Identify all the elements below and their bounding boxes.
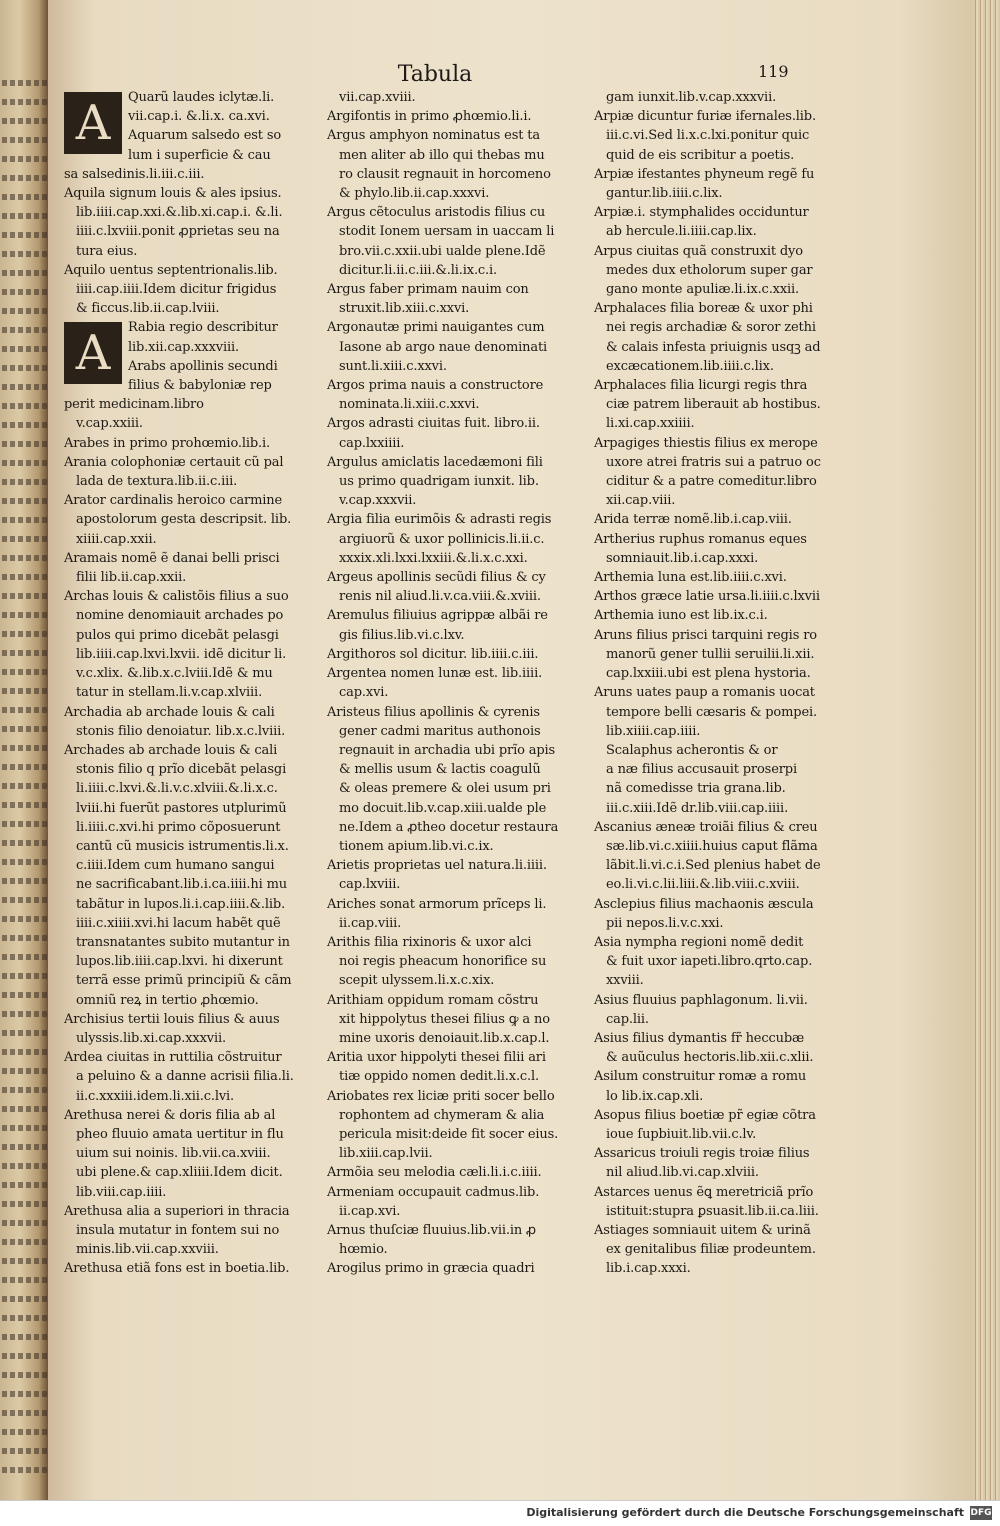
bleed-through-line <box>2 1467 48 1473</box>
index-line: filii lib.ii.cap.xxii. <box>76 570 187 586</box>
bleed-through-line <box>2 707 48 713</box>
index-line: ne.Idem a ꝓtheo docetur restaura <box>339 819 559 835</box>
index-line: gano monte apuliæ.li.ix.c.xxii. <box>606 282 800 298</box>
index-line: v.cap.xxiii. <box>76 416 143 432</box>
bleed-through-line <box>2 80 48 86</box>
index-line: Astiages somniauit uitem & urinã <box>594 1222 811 1238</box>
bleed-through-line <box>2 289 48 295</box>
index-line: Argeus apollinis secũdi filius & cy <box>327 570 546 586</box>
index-line: Assaricus troiuli regis troiæ filius <box>594 1146 810 1162</box>
index-line: uxore atrei fratris sui a patruo oc <box>606 454 821 470</box>
bleed-through-line <box>2 99 48 105</box>
bleed-through-line <box>2 821 48 827</box>
index-line: rophontem ad chymeram & alia <box>339 1107 545 1123</box>
bleed-through-line <box>2 308 48 314</box>
bleed-through-line <box>2 1182 48 1188</box>
index-line: Arator cardinalis heroico carmine <box>64 493 283 509</box>
index-line: gam iunxit.lib.v.cap.xxxvii. <box>606 90 777 105</box>
index-line: dicitur.li.ii.c.iii.&.li.ix.c.i. <box>339 262 498 278</box>
index-line: Arphalaces filia licurgi regis thra <box>594 378 808 394</box>
index-line: nã comedisse tria grana.lib. <box>606 781 786 797</box>
page-title: Tabula <box>397 62 473 87</box>
initial-block-2 <box>64 318 322 414</box>
bleed-through-line <box>2 441 48 447</box>
index-line: Arpiæ dicuntur furiæ ifernales.lib. <box>594 109 816 125</box>
index-line: Aruns uates paup a romanis uocat <box>594 685 815 701</box>
bleed-through-line <box>2 1068 48 1074</box>
index-line: Ariobates rex liciæ priti socer bello <box>327 1088 555 1104</box>
bleed-through-line <box>2 1011 48 1017</box>
bleed-through-line <box>2 726 48 732</box>
index-line: mo docuit.lib.v.cap.xiii.ualde ple <box>339 800 547 816</box>
index-line: filius & babyloniæ rep <box>128 378 272 394</box>
index-line: sæ.lib.vi.c.xiiii.huius caput flãma <box>606 838 818 854</box>
index-line: Argonautæ primi nauigantes cum <box>327 320 545 336</box>
index-line: Arania colophoniæ certauit cũ pal <box>64 454 284 470</box>
decorated-initial-a: A <box>64 322 122 384</box>
index-line: tiæ oppido nomen dedit.li.x.c.l. <box>339 1069 540 1085</box>
index-line: hœmio. <box>339 1242 388 1258</box>
index-line: Arpiæ.i. stymphalides occiduntur <box>594 205 809 221</box>
bleed-through-line <box>2 270 48 276</box>
index-line: Arethusa nerei & doris filia ab al <box>64 1107 276 1123</box>
bleed-through-line <box>2 1030 48 1036</box>
index-line: stonis filio denoiatur. lib.x.c.lviii. <box>76 723 286 739</box>
index-line: Armeniam occupauit cadmus.lib. <box>327 1184 540 1200</box>
index-line: Asopus filius boetiæ pr̃ egiæ cõtra <box>594 1107 816 1123</box>
index-line: Aritia uxor hippolyti thesei filii ari <box>327 1050 546 1066</box>
index-line: Arpagiges thiestis filius ex merope <box>594 435 818 451</box>
index-line: pericula misit:deide fit socer eius. <box>339 1126 559 1142</box>
index-line: lada de textura.lib.ii.c.iii. <box>76 474 238 490</box>
bleed-through-line <box>2 213 48 219</box>
index-line: & auũculus hectoris.lib.xii.c.xlii. <box>606 1050 814 1066</box>
index-line: bro.vii.c.xxii.ubi ualde plene.Idẽ <box>339 243 546 259</box>
index-line: vii.cap.i. &.li.x. ca.xvi. <box>128 109 270 125</box>
index-line: & fuit uxor iapeti.libro.qrto.cap. <box>606 954 813 970</box>
index-line: iiii.c.xiiii.xvi.hi lacum habẽt quẽ <box>76 915 281 931</box>
index-line: v.cap.xxxvii. <box>339 493 417 509</box>
index-line: lviii.hi fuerũt pastores utplurimũ <box>76 800 287 816</box>
index-line: scepit ulyssem.li.x.c.xix. <box>339 973 495 989</box>
index-line: Arpiæ ifestantes phyneum regẽ fu <box>594 166 815 182</box>
index-line: uium sui noinis. lib.vii.ca.xviii. <box>76 1146 271 1162</box>
index-line: minis.lib.vii.cap.xxviii. <box>76 1242 219 1258</box>
index-line: Rabia regio describitur <box>128 320 278 336</box>
facing-page-edge <box>0 0 48 1500</box>
index-line: tabãtur in lupos.li.i.cap.iiii.&.lib. <box>76 896 286 912</box>
index-line: Arthemia luna est.lib.iiii.c.xvi. <box>594 570 787 586</box>
bleed-through-line <box>2 1239 48 1245</box>
index-line: cantũ cũ musicis istrumentis.li.x. <box>76 838 289 854</box>
bleed-through-line <box>2 745 48 751</box>
index-line: excæcationem.lib.iiii.c.lix. <box>606 358 774 374</box>
index-line: xit hippolytus thesei filius ꝙ a no <box>339 1011 550 1027</box>
index-line: Arethusa alia a superiori in thracia <box>64 1203 290 1219</box>
bleed-through-line <box>2 251 48 257</box>
bleed-through-line <box>2 1258 48 1264</box>
bleed-through-line <box>2 498 48 504</box>
index-line: nominata.li.xiii.c.xxvi. <box>339 397 480 413</box>
bleed-through-line <box>2 137 48 143</box>
index-line: Archades ab archade louis & cali <box>64 742 278 758</box>
index-line: struxit.lib.xiii.c.xxvi. <box>339 301 470 317</box>
index-line: Arethusa etiã fons est in boetia.lib. <box>64 1261 290 1277</box>
bleed-through-line <box>2 1296 48 1302</box>
index-line: lãbit.li.vi.c.i.Sed plenius habet de <box>606 858 821 874</box>
index-line: medes dux etholorum super gar <box>606 262 813 278</box>
index-line: omniũ reꝝ in tertio ꝓhœmio. <box>76 992 259 1008</box>
index-line: xxviii. <box>606 973 644 989</box>
column-1-entries <box>64 414 322 1278</box>
bleed-through-line <box>2 232 48 238</box>
index-line: cap.lii. <box>606 1011 649 1027</box>
index-line: men aliter ab illo qui thebas mu <box>339 147 545 163</box>
index-line: Asius filius dymantis fr̃ heccubæ <box>594 1030 805 1046</box>
index-line: ii.cap.xvi. <box>339 1203 401 1219</box>
index-line: Aremulus filiuius agrippæ albãi re <box>327 608 548 624</box>
bleed-through-line <box>2 916 48 922</box>
index-line: ex genitalibus filiæ prodeuntem. <box>606 1242 816 1258</box>
index-line: xxxix.xli.lxxi.lxxiii.&.li.x.c.xxi. <box>339 550 528 566</box>
index-line: Argia filia eurimõis & adrasti regis <box>327 512 552 528</box>
index-line: pii nepos.li.v.c.xxi. <box>606 915 724 931</box>
index-line: Aquilo uentus septentrionalis.lib. <box>64 262 278 278</box>
index-line: cap.lxxiii.ubi est plena hystoria. <box>606 666 811 682</box>
index-line: Arpus ciuitas quã construxit dyo <box>594 243 803 259</box>
bleed-through-line <box>2 460 48 466</box>
index-line: ciditur & a patre comeditur.libro <box>606 474 817 490</box>
index-line: stonis filio q prĩo dicebãt pelasgi <box>76 762 287 778</box>
index-line: Arthemia iuno est lib.ix.c.i. <box>594 608 768 624</box>
bleed-through-line <box>2 859 48 865</box>
index-line: Arabes in primo prohœmio.lib.i. <box>64 435 271 451</box>
index-line: xiiii.cap.xxii. <box>76 531 157 547</box>
index-line: Asclepius filius machaonis æscula <box>594 896 814 912</box>
index-line: transnatantes subito mutantur in <box>76 934 290 950</box>
index-line: Archisius tertii louis filius & auus <box>64 1011 280 1027</box>
footer-bar <box>0 1500 1000 1526</box>
bleed-through-line <box>2 669 48 675</box>
bleed-through-line <box>2 1334 48 1340</box>
bleed-through-line <box>2 783 48 789</box>
index-line: Argos adrasti ciuitas fuit. libro.ii. <box>327 416 540 432</box>
index-line: lib.xii.cap.xxxviii. <box>128 339 239 355</box>
index-line: eo.li.vi.c.lii.liii.&.lib.viii.c.xviii. <box>606 877 800 893</box>
page-number: 119 <box>758 62 789 81</box>
bleed-through-line <box>2 1087 48 1093</box>
initial-block-1 <box>64 88 322 184</box>
index-line: Argithoros sol dicitur. lib.iiii.c.iii. <box>327 646 539 662</box>
index-line: li.iiii.c.lxvi.&.li.v.c.xlviii.&.li.x.c. <box>76 781 278 797</box>
bleed-through-line <box>2 175 48 181</box>
index-line: quid de eis scribitur a poetis. <box>606 147 795 163</box>
index-line: Scalaphus acherontis & or <box>606 742 778 758</box>
index-line: gis filius.lib.vi.c.lxv. <box>339 627 465 643</box>
bleed-through-line <box>2 612 48 618</box>
index-line: & mellis usum & lactis coagulũ <box>339 762 541 778</box>
index-line: li.xi.cap.xxiiii. <box>606 416 695 432</box>
bleed-through-line <box>2 840 48 846</box>
bleed-through-line <box>2 422 48 428</box>
index-line: Arnus thuſciæ fluuius.lib.vii.in ꝓ <box>327 1222 536 1238</box>
index-line: a næ filius accusauit proserpi <box>606 762 797 778</box>
index-line: apostolorum gesta descripsit. lib. <box>76 512 292 528</box>
index-line: Arphalaces filia boreæ & uxor phi <box>594 301 813 317</box>
index-line: mine uxoris denoiauit.lib.x.cap.l. <box>339 1030 550 1046</box>
index-line: Asius fluuius paphlagonum. li.vii. <box>594 992 808 1008</box>
index-line: lupos.lib.iiii.cap.lxvi. hi dixerunt <box>76 954 283 970</box>
index-line: gener cadmi maritus authonois <box>339 723 541 739</box>
column-1-entries <box>64 184 322 318</box>
bleed-through-line <box>2 1391 48 1397</box>
index-line: terrã esse primũ principiũ & cãm <box>76 973 292 989</box>
index-line: Archadia ab archade louis & cali <box>64 704 275 720</box>
index-line: Asilum construitur romæ a romu <box>594 1069 807 1085</box>
bleed-through-line <box>2 1448 48 1454</box>
bleed-through-line <box>2 1353 48 1359</box>
index-line: Astarces uenus ẽꝗ meretriciã prĩo <box>594 1184 814 1200</box>
index-line: Arithiam oppidum romam cõstru <box>327 992 539 1008</box>
index-line: pulos qui primo dicebãt pelasgi <box>76 627 279 643</box>
index-line: Argus cẽtoculus aristodis filius cu <box>327 205 546 221</box>
index-line: Argulus amiclatis lacedæmoni fili <box>327 454 543 470</box>
bleed-through-line <box>2 878 48 884</box>
bleed-through-line <box>2 1372 48 1378</box>
index-line: us primo quadrigam iunxit. lib. <box>339 474 539 490</box>
index-line: ro clausit regnauit in horcomeno <box>339 166 551 182</box>
bleed-through-line <box>2 1277 48 1283</box>
page-fore-edge <box>973 0 1000 1500</box>
index-line: regnauit in archadia ubi prĩo apis <box>339 742 556 758</box>
index-line: Argentea nomen lunæ est. lib.iiii. <box>327 666 543 682</box>
index-line: Ardea ciuitas in ruttilia cõstruitur <box>64 1050 282 1066</box>
bleed-through-line <box>2 1125 48 1131</box>
index-line: Quarũ laudes iclytæ.li. <box>128 90 275 105</box>
index-line: lum i superficie & cau <box>128 147 271 163</box>
bleed-through-line <box>2 973 48 979</box>
index-line: sunt.li.xiii.c.xxvi. <box>339 358 447 374</box>
bleed-through-line <box>2 802 48 808</box>
bleed-through-line <box>2 365 48 371</box>
bleed-through-line <box>2 935 48 941</box>
index-line: Arabs apollinis secundi <box>128 358 278 374</box>
bleed-through-line <box>2 1201 48 1207</box>
index-line: manorũ gener tullii seruilii.li.xii. <box>606 646 815 662</box>
index-line: Ariches sonat armorum prĩceps li. <box>327 896 547 912</box>
index-line: iiii.c.lxviii.ponit ꝓprietas seu na <box>76 224 280 240</box>
funding-credit: Digitalisierung gefördert durch die Deutsche Forschungsgemeinschaft <box>526 1506 964 1519</box>
bleed-through-line <box>2 1220 48 1226</box>
index-line: ii.c.xxxiii.idem.li.xii.c.lvi. <box>76 1088 235 1104</box>
index-line: & phylo.lib.ii.cap.xxxvi. <box>339 186 490 202</box>
dfg-logo: DFG <box>970 1508 992 1518</box>
bleed-through-line <box>2 1410 48 1416</box>
index-line: argiuorũ & uxor pollinicis.li.ii.c. <box>339 531 545 547</box>
index-line: lib.xiii.cap.lvii. <box>339 1146 433 1162</box>
index-line: & oleas premere & olei usum pri <box>339 781 551 797</box>
index-line: nil aliud.lib.vi.cap.xlviii. <box>606 1165 759 1181</box>
index-line: iii.c.xiii.Idẽ dr.lib.viii.cap.iiii. <box>606 800 789 816</box>
index-line: tempore belli cæsaris & pompei. <box>606 704 817 720</box>
bleed-through-line <box>2 650 48 656</box>
bleed-through-line <box>2 156 48 162</box>
index-line: iiii.cap.iiii.Idem dicitur frigidus <box>76 282 277 298</box>
bleed-through-line <box>2 1106 48 1112</box>
bleed-through-line <box>2 1429 48 1435</box>
bleed-through-line <box>2 346 48 352</box>
bleed-through-line <box>2 194 48 200</box>
index-line: sa salsedinis.li.iii.c.iii. <box>64 166 205 182</box>
index-line: lib.i.cap.xxxi. <box>606 1261 691 1277</box>
index-line: renis nil aliud.li.v.ca.viii.&.xviii. <box>339 589 541 605</box>
index-line: Arithis filia rixinoris & uxor alci <box>327 934 532 950</box>
index-line: Argos prima nauis a constructore <box>327 378 544 394</box>
index-line: lo lib.ix.cap.xli. <box>606 1088 704 1104</box>
index-line: Aristeus filius apollinis & cyrenis <box>327 704 540 720</box>
index-line: iii.c.vi.Sed li.x.c.lxi.ponitur quic <box>606 128 810 144</box>
index-line: vii.cap.xviii. <box>339 90 416 105</box>
index-line: Ascanius æneæ troiãi filius & creu <box>594 819 818 835</box>
bleed-through-line <box>2 631 48 637</box>
index-line: ulyssis.lib.xi.cap.xxxvii. <box>76 1030 226 1046</box>
bleed-through-line <box>2 992 48 998</box>
bleed-through-line <box>2 1315 48 1321</box>
index-line: istituit:stupra ꝑsuasit.lib.ii.ca.liii. <box>606 1203 819 1219</box>
index-line: ioue ſupbiuit.lib.vii.c.lv. <box>606 1126 757 1142</box>
index-line: Aquarum salsedo est so <box>128 128 282 144</box>
index-line: cap.lxviii. <box>339 877 401 893</box>
index-line: ii.cap.viii. <box>339 915 402 931</box>
index-line: v.c.xlix. &.lib.x.c.lviii.Idẽ & mu <box>76 666 273 682</box>
index-line: pheo fluuio amata uertitur in flu <box>76 1126 284 1142</box>
index-line: gantur.lib.iiii.c.lix. <box>606 186 723 202</box>
bleed-through-line <box>2 517 48 523</box>
index-line: ne sacrificabant.lib.i.ca.iiii.hi mu <box>76 877 288 893</box>
column-3 <box>594 88 856 1279</box>
index-line: Aquila signum louis & ales ipsius. <box>64 186 282 202</box>
bleed-through-line <box>2 479 48 485</box>
index-line: lib.xiiii.cap.iiii. <box>606 723 701 739</box>
bleed-through-line <box>2 327 48 333</box>
index-line: xii.cap.viii. <box>606 493 676 509</box>
index-line: ubi plene.& cap.xliiii.Idem dicit. <box>76 1165 283 1181</box>
index-line: tatur in stellam.li.v.cap.xlviii. <box>76 685 263 701</box>
decorated-initial-a: A <box>64 92 122 154</box>
bleed-through-line <box>2 384 48 390</box>
index-line: Iasone ab argo naue denominati <box>339 339 548 355</box>
index-line: stodit Ionem uersam in uaccam li <box>339 224 555 240</box>
index-line: Aramais nomẽ ẽ danai belli prisci <box>64 550 280 566</box>
bleed-through-line <box>2 897 48 903</box>
index-line: Archas louis & calistõis filius a suo <box>64 589 289 605</box>
bleed-through-line <box>2 1049 48 1055</box>
bleed-through-line <box>2 954 48 960</box>
bleed-through-line <box>2 118 48 124</box>
index-line: insula mutatur in fontem sui no <box>76 1222 280 1238</box>
index-line: nomine denomiauit archades po <box>76 608 284 624</box>
index-line: tionem apium.lib.vi.c.ix. <box>339 838 494 854</box>
bleed-through-line <box>2 688 48 694</box>
index-line: Aruns filius prisci tarquini regis ro <box>594 627 817 643</box>
index-line: ab hercule.li.iiii.cap.lix. <box>606 224 757 240</box>
bleed-through-line <box>2 555 48 561</box>
bleed-through-line <box>2 574 48 580</box>
bleed-through-line <box>2 536 48 542</box>
index-line: Armõia seu melodia cæli.li.i.c.iiii. <box>327 1165 542 1181</box>
index-line: noi regis pheacum honorifice su <box>339 954 547 970</box>
bleed-through-line <box>2 403 48 409</box>
index-line: Asia nympha regioni nomẽ dedit <box>594 934 804 950</box>
index-line: a peluino & a danne acrisii filia.li. <box>76 1069 294 1085</box>
index-line: & ficcus.lib.ii.cap.lviii. <box>76 301 220 317</box>
index-line: nei regis archadiæ & soror zethi <box>606 320 816 336</box>
index-line: perit medicinam.libro <box>64 397 204 413</box>
bleed-through-line <box>2 1163 48 1169</box>
bleed-through-line <box>2 764 48 770</box>
index-line: cap.xvi. <box>339 685 389 701</box>
index-line: Argus amphyon nominatus est ta <box>327 128 540 144</box>
index-line: lib.iiii.cap.lxvi.lxvii. idẽ dicitur li. <box>76 646 287 662</box>
bleed-through-line <box>2 1144 48 1150</box>
index-line: ciæ patrem liberauit ab hostibus. <box>606 397 821 413</box>
index-line: tura eius. <box>76 243 138 259</box>
index-line: cap.lxxiiii. <box>339 435 405 451</box>
index-line: Arthos græce latie ursa.li.iiii.c.lxvii <box>594 589 820 605</box>
bleed-through-line <box>2 593 48 599</box>
index-line: li.iiii.c.xvi.hi primo cõposuerunt <box>76 819 281 835</box>
column-2 <box>327 88 589 1279</box>
index-line: lib.viii.cap.iiii. <box>76 1184 167 1200</box>
index-line: Arida terræ nomẽ.lib.i.cap.viii. <box>594 512 792 528</box>
index-line: somniauit.lib.i.cap.xxxi. <box>606 550 759 566</box>
index-line: Argifontis in primo ꝓhœmio.li.i. <box>327 109 532 125</box>
index-line: lib.iiii.cap.xxi.&.lib.xi.cap.i. &.li. <box>76 205 283 221</box>
index-line: Argus faber primam nauim con <box>327 282 529 298</box>
index-line: Artherius ruphus romanus eques <box>594 531 807 547</box>
column-1 <box>64 88 322 1279</box>
index-line: & calais infesta priuignis usqꝫ ad <box>606 339 821 355</box>
index-line: Arogilus primo in græcia quadri <box>327 1261 535 1277</box>
index-line: c.iiii.Idem cum humano sangui <box>76 858 275 874</box>
index-line: Arietis proprietas uel natura.li.iiii. <box>327 858 547 874</box>
